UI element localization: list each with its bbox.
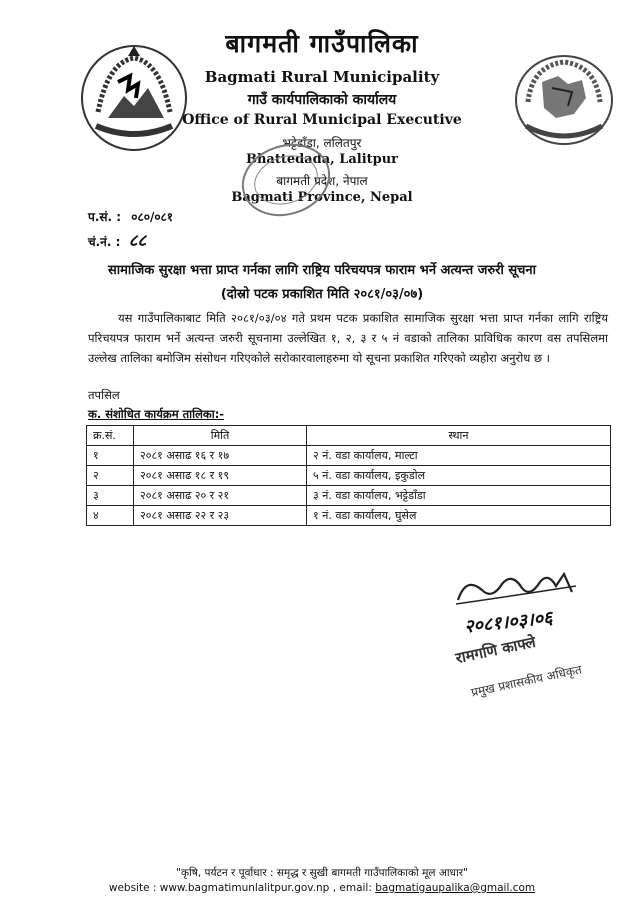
header-sn: क्र.सं. bbox=[87, 426, 134, 446]
email-link[interactable]: bagmatigaupalika@gmail.com bbox=[375, 882, 536, 894]
province-en: Bagmati Province, Nepal bbox=[231, 190, 413, 205]
table-row bbox=[87, 466, 611, 486]
table-row bbox=[87, 486, 611, 506]
signature-date: २०८१।०३।०६ bbox=[463, 607, 554, 638]
ps-value: ०८०/०८१ bbox=[131, 210, 174, 224]
table-header-row bbox=[87, 426, 611, 446]
cell-place: ५ नं. वडा कार्यालय, इकुडोल bbox=[307, 466, 611, 486]
office-stamp bbox=[236, 140, 336, 220]
cell-date: २०८१ असाढ १८ र १९ bbox=[134, 466, 307, 486]
municipality-title-np: बागमती गाउँपालिका bbox=[225, 29, 419, 58]
location-en: Bhattedada, Lalitpur bbox=[245, 152, 399, 167]
ps-label: प.सं. : bbox=[88, 210, 122, 224]
tapsil-label: तपसिल bbox=[88, 388, 120, 402]
table-row bbox=[87, 446, 611, 466]
website-link[interactable]: www.bagmatimunlalitpur.gov.np bbox=[159, 882, 330, 894]
municipality-title-en: Bagmati Rural Municipality bbox=[204, 68, 440, 86]
handwritten-signature bbox=[452, 566, 582, 610]
cell-place: १ नं. वडा कार्यालय, घुसेल bbox=[307, 506, 611, 526]
office-title-en: Office of Rural Municipal Executive bbox=[182, 112, 462, 128]
cn-label: चं.नं. : bbox=[88, 235, 121, 249]
province-np: बागमती प्रदेश, नेपाल bbox=[276, 174, 368, 188]
table-caption: क. संशोधित कार्यक्रम तालिका:- bbox=[88, 407, 225, 421]
notice-title: सामाजिक सुरक्षा भत्ता प्राप्त गर्नका लागि राष्ट्रिय परिचयपत्र फाराम भर्ने अत्यन्त जरुरी सूचना bbox=[107, 263, 536, 278]
cell-date: २०८१ असाढ २० र २१ bbox=[134, 486, 307, 506]
cell-sn: ३ bbox=[87, 486, 134, 506]
email-label: , email: bbox=[332, 882, 376, 894]
footer-contact bbox=[0, 882, 644, 894]
table-row bbox=[87, 506, 611, 526]
cell-sn: ४ bbox=[87, 506, 134, 526]
notice-body: यस गाउँपालिकाबाट मिति २०८१/०३/०४ गते प्रथम पटक प्रकाशित सामाजिक सुरक्षा भत्ता प्राप्त गर्नका लागि राष्ट्रिय परिचयपत्र फाराम भर्ने अत्यन्त जरुरी सूचनामा उल्लेखित १, २, ३ र ५ नं वडाको तालिका प्राविधिक कारण वस तपसिलमा उल्लेख तालिका बमोजिम संसोधन गरिएकोले सरोकारवालाहरुमा यो सूचना प्रकाशित गरिएको व्यहोरा अनुरोध छ । bbox=[88, 311, 608, 365]
office-title-np: गाउँ कार्यपालिकाको कार्यालय bbox=[247, 92, 397, 108]
reference-ps bbox=[88, 208, 173, 225]
footer-motto: "कृषि, पर्यटन र पूर्वाधार : समृद्ध र सुखी बागमती गाउँपालिकाको मूल आधार" bbox=[176, 867, 468, 879]
header-date: मिति bbox=[134, 426, 307, 446]
reference-cn bbox=[88, 228, 146, 251]
cn-value: ८८ bbox=[128, 231, 147, 251]
notice-subtitle: (दोस्रो पटक प्रकाशित मिति २०८१/०३/०७) bbox=[220, 287, 424, 302]
cell-sn: २ bbox=[87, 466, 134, 486]
cell-sn: १ bbox=[87, 446, 134, 466]
signatory-title: प्रमुख प्रशासकीय अधिकृत bbox=[469, 662, 583, 700]
cell-place: ३ नं. वडा कार्यालय, भट्टेडाँडा bbox=[307, 486, 611, 506]
cell-date: २०८१ असाढ २२ र २३ bbox=[134, 506, 307, 526]
schedule-table bbox=[86, 425, 611, 526]
location-np: भट्टेडाँडा, ललितपुर bbox=[282, 136, 362, 150]
website-label: website : bbox=[108, 882, 160, 894]
header-place: स्थान bbox=[307, 426, 611, 446]
signatory-name: रामगणि काफ्ले bbox=[454, 632, 538, 668]
cell-place: २ नं. वडा कार्यालय, माल्टा bbox=[307, 446, 611, 466]
cell-date: २०८१ असाढ १६ र १७ bbox=[134, 446, 307, 466]
